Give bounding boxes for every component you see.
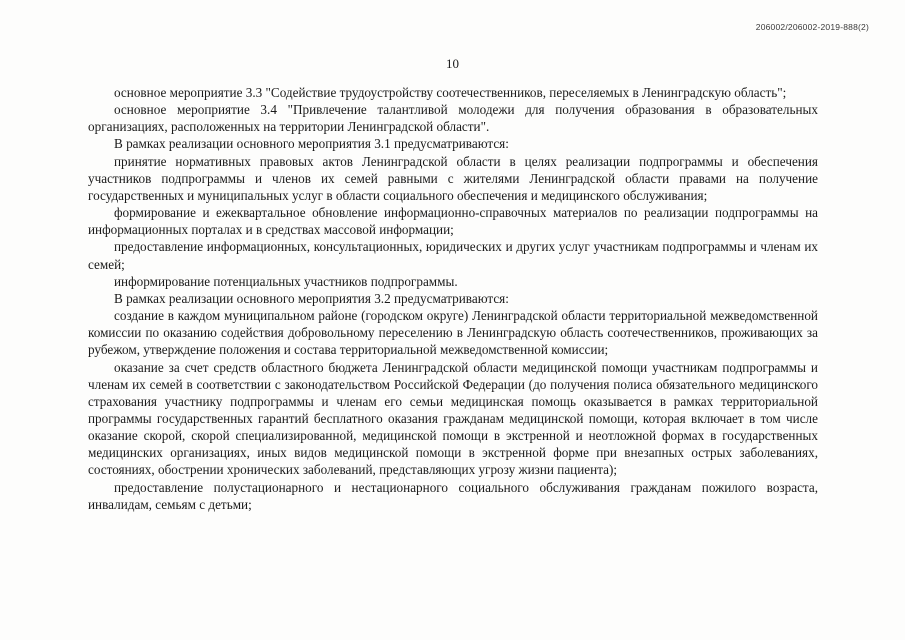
paragraph: формирование и ежеквартальное обновление информационно-справочных материалов по реализации подпрограммы на информационных порталах и в средствах массовой информации; — [88, 205, 818, 238]
document-code: 206002/206002-2019-888(2) — [755, 22, 869, 32]
paragraph: В рамках реализации основного мероприятия 3.1 предусматриваются: — [114, 136, 509, 152]
document-body — [88, 84, 818, 513]
paragraph: информирование потенциальных участников подпрограммы. — [114, 273, 458, 289]
paragraph: основное мероприятие 3.3 "Содействие трудоустройству соотечественников, переселяемых в Ленинградскую область"; — [114, 85, 787, 100]
paragraph: предоставление полустационарного и нестационарного социального обслуживания гражданам пожилого возраста, инвалидам, семьям с детьми; — [88, 479, 818, 512]
page-number: 10 — [446, 56, 459, 71]
paragraph: принятие нормативных правовых актов Ленинградской области в целях реализации подпрограммы и обеспечения участников подпрограммы и членов их семей равными с жителями Ленинградской области правами на получение государственных и муниципальных услуг в области социального обеспечения и медицинского обслуживания; — [88, 153, 818, 203]
paragraph: В рамках реализации основного мероприятия 3.2 предусматриваются: — [114, 290, 509, 306]
paragraph: оказание за счет средств областного бюджета Ленинградской области медицинской помощи участникам подпрограммы и членам их семей в соответствии с законодательством Российской Федерации (до получения полиса обязательного медицинского страхования участнику подпрограммы и членам его семьи медицинская помощь оказывается в рамках территориальной программы государственных гарантий бесплатного оказания гражданам медицинской помощи, которая включает в том числе оказание скорой, скорой специализированной, медицинской помощи в экстренной и неотложной формах в государственных медицинских организациях, иных видов медицинской помощи в экстренной форме при внезапных острых заболеваниях, состояниях, обострении хронических заболеваний, представляющих угрозу жизни пациента); — [88, 359, 818, 478]
paragraph: создание в каждом муниципальном районе (городском округе) Ленинградской области территориальной межведомственной комиссии по оказанию содействия добровольному переселению в Ленинградскую область соотечественников, проживающих за рубежом, утверждение положения и состава территориальной межведомственной комиссии; — [88, 308, 818, 358]
paragraph: предоставление информационных, консультационных, юридических и других услуг участникам подпрограммы и членам их семей; — [88, 239, 818, 272]
paragraph: основное мероприятие 3.4 "Привлечение талантливой молодежи для получения образования в образовательных организациях, расположенных на территории Ленинградской области". — [88, 102, 818, 135]
